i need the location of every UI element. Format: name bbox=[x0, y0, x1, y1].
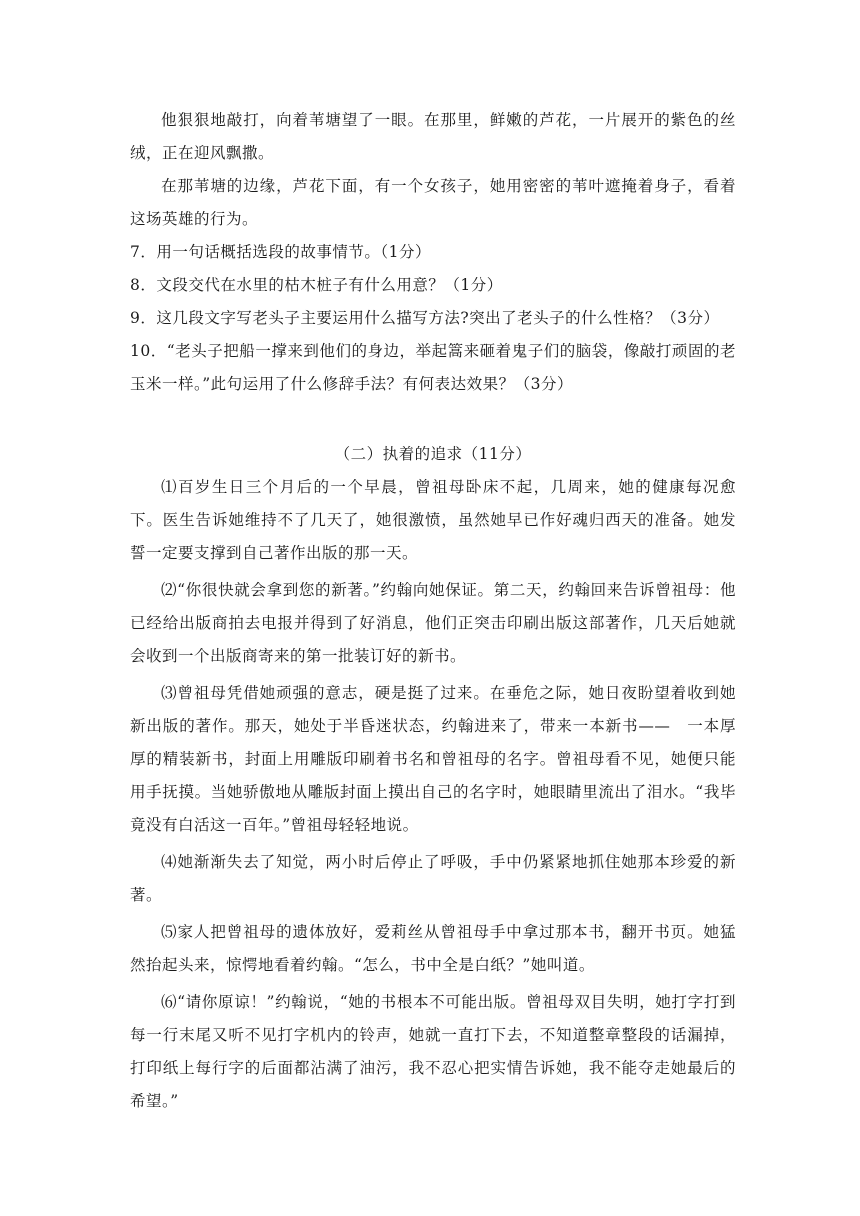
story-paragraph-2: ⑵“你很快就会拿到您的新著。”约翰向她保证。第二天，约翰回来告诉曾祖母：他已经给出版商拍去电报并得到了好消息，他们正突击印刷出版这部著作，几天后她就会收到一个出版商寄来的第一批装订好的新书。 bbox=[130, 581, 736, 665]
passage-paragraph: 在那苇塘的边缘，芦花下面，有一个女孩子，她用密密的苇叶遮掩着身子，看着这场英雄的行为。 bbox=[130, 177, 736, 228]
document-page bbox=[130, 104, 736, 1122]
section-spacer bbox=[130, 401, 736, 438]
story-paragraph-4: ⑷她渐渐失去了知觉，两小时后停止了呼吸，手中仍紧紧地抓住她那本珍爱的新著。 bbox=[130, 853, 736, 904]
question-10: 10．“老头子把船一撑来到他们的身边，举起篙来砸着鬼子们的脑袋，像敲打顽固的老玉米一样。”此句运用了什么修辞手法？有何表达效果？（3分） bbox=[130, 342, 736, 393]
story-paragraph-1: ⑴百岁生日三个月后的一个早晨，曾祖母卧床不起，几周来，她的健康每况愈下。医生告诉她维持不了几天了，她很激愤，虽然她早已作好魂归西天的准备。她发誓一定要支撑到自己著作出版的那一天。 bbox=[130, 478, 736, 562]
story-paragraph-6: ⑹“请你原谅！”约翰说，“她的书根本不可能出版。曾祖母双目失明，她打字打到每一行末尾又听不见打字机内的铃声，她就一直打下去，不知道整章整段的话漏掉，打印纸上每行字的后面都沾满了油污，我不忍心把实情告诉她，我不能夺走她最后的希望。” bbox=[130, 993, 736, 1110]
question-9: 9．这几段文字写老头子主要运用什么描写方法?突出了老头子的什么性格？（3分） bbox=[130, 309, 720, 327]
story-paragraph-3: ⑶曾祖母凭借她顽强的意志，硬是挺了过来。在垂危之际，她日夜盼望着收到她新出版的著作。那天，她处于半昏迷状态，约翰进来了，带来一本新书—— 一本厚厚的精装新书，封面上用雕版印刷着书名和曾祖母的名字。曾祖母看不见，她便只能用手抚摸。当她骄傲地从雕版封面上摸出自己的名字时，她眼睛里流出了泪水。“我毕竟没有白活这一百年。”曾祖母轻轻地说。 bbox=[130, 684, 736, 834]
story-paragraph-5: ⑸家人把曾祖母的遗体放好，爱莉丝从曾祖母手中拿过那本书，翻开书页。她猛然抬起头来，惊愕地看着约翰。“怎么，书中全是白纸？”她叫道。 bbox=[130, 923, 736, 974]
section-title: （二）执着的追求（11分） bbox=[334, 445, 532, 463]
question-7: 7．用一句话概括选段的故事情节。（1分） bbox=[130, 243, 431, 261]
question-8: 8．文段交代在水里的枯木桩子有什么用意？（1分） bbox=[130, 276, 503, 294]
passage-paragraph: 他狠狠地敲打，向着苇塘望了一眼。在那里，鲜嫩的芦花，一片展开的紫色的丝绒，正在迎风飘撒。 bbox=[130, 111, 736, 162]
